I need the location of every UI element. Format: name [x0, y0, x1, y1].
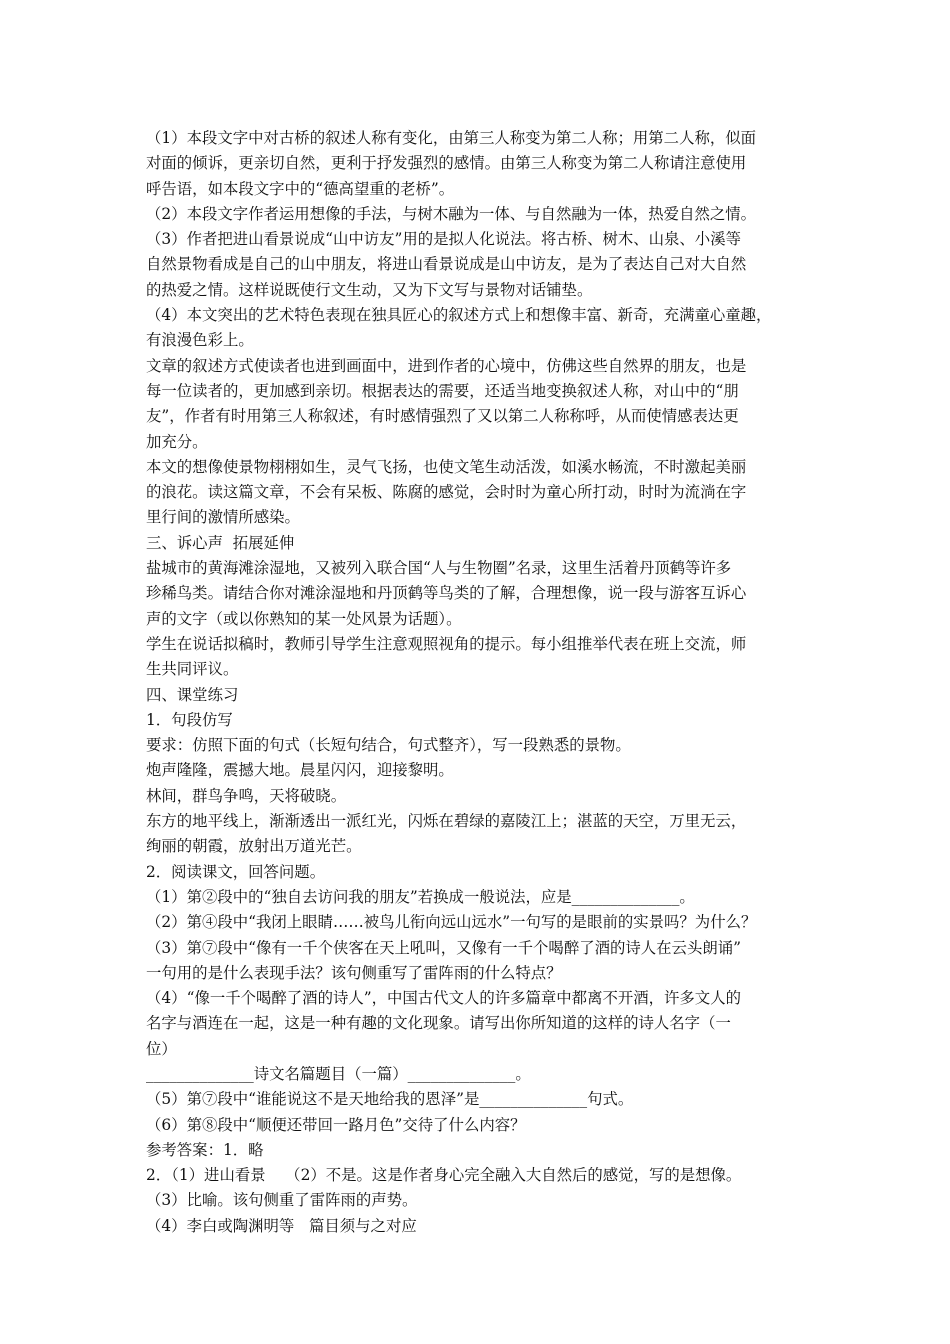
text-line: （4）本文突出的艺术特色表现在独具匠心的叙述方式上和想像丰富、新奇，充满童心童趣，	[146, 306, 772, 325]
text-line: 声的文字（或以你熟知的某一处风景为话题）。	[146, 609, 462, 628]
subsection-heading: 2．阅读课文，回答问题。	[146, 862, 326, 881]
answer-line: 2．（1）进山看景 （2）不是。这是作者身心完全融入大自然后的感觉，写的是想像。	[146, 1166, 742, 1185]
answer-line: （3）比喻。该句侧重了雷阵雨的声势。	[146, 1191, 418, 1210]
question-line: （6）第⑧段中“顺便还带回一路月色”交待了什么内容？	[146, 1115, 526, 1134]
text-line: 本文的想像使景物栩栩如生，灵气飞扬，也使文笔生动活泼，如溪水畅流，不时激起美丽	[146, 457, 747, 476]
section-heading: 四、课堂练习	[146, 685, 239, 704]
text-line: 珍稀鸟类。请结合你对滩涂湿地和丹顶鹤等鸟类的了解，合理想像，说一段与游客互诉心	[146, 584, 747, 603]
answer-line: （4）李白或陶渊明等 篇目须与之对应	[146, 1216, 417, 1235]
question-line: （4）“像一千个喝醉了酒的诗人”，中国古代文人的许多篇章中都离不开酒，许多文人的	[146, 989, 741, 1008]
text-line: （1）本段文字中对古桥的叙述人称有变化，由第三人称变为第二人称；用第二人称，似面	[146, 129, 757, 147]
text-line: 盐城市的黄海滩涂湿地，又被列入联合国“人与生物圈”名录，这里生活着丹顶鹤等许多	[146, 559, 732, 578]
text-line: 林间，群鸟争鸣，天将破晓。	[146, 786, 347, 805]
text-line: 学生在说话拟稿时，教师引导学生注意观照视角的提示。每小组推举代表在班上交流，师	[146, 634, 747, 653]
question-line: 位）	[146, 1039, 177, 1058]
text-line: 要求：仿照下面的句式（长短句结合，句式整齐），写一段熟悉的景物。	[146, 736, 631, 755]
text-line: 里行间的激情所感染。	[146, 508, 300, 527]
text-line: 呼告语，如本段文字中的“德高望重的老桥”。	[146, 179, 455, 198]
text-line: 的热爱之情。这样说既使行文生动，又为下文写与景物对话铺垫。	[146, 280, 593, 299]
text-line: 自然景物看成是自己的山中朋友，将进山看景说成是山中访友，是为了表达自己对大自然	[146, 255, 747, 274]
answer-line: 参考答案：1．略	[146, 1140, 264, 1159]
text-line: 东方的地平线上，渐渐透出一派红光，闪烁在碧绿的嘉陵江上；湛蓝的天空，万里无云，	[146, 812, 747, 831]
section-heading: 三、诉心声 拓展延伸	[146, 533, 295, 552]
text-line: 生共同评议。	[146, 660, 239, 679]
question-line: 一句用的是什么表现手法？该句侧重写了雷阵雨的什么特点？	[146, 963, 562, 982]
question-line: （2）第④段中“我闭上眼睛……被鸟儿衔向远山远水”一句写的是眼前的实景吗？为什么？	[146, 913, 757, 932]
text-line: （3）作者把进山看景说成“山中访友”用的是拟人化说法。将古桥、树木、山泉、小溪等	[146, 230, 741, 249]
question-line: （5）第⑦段中“谁能说这不是天地给我的恩泽”是______________句式。	[146, 1090, 634, 1109]
question-line: ______________诗文名篇题目（一篇）______________。	[146, 1064, 531, 1083]
text-line: 炮声隆隆，震撼大地。晨星闪闪，迎接黎明。	[146, 761, 454, 780]
text-line: 加充分。	[146, 432, 208, 451]
text-line: 的浪花。读这篇文章，不会有呆板、陈腐的感觉，会时时为童心所打动，时时为流淌在字	[146, 483, 747, 502]
text-line: （2）本段文字作者运用想像的手法，与树木融为一体、与自然融为一体，热爱自然之情。	[146, 204, 757, 223]
text-line: 每一位读者的，更加感到亲切。根据表达的需要，还适当地变换叙述人称，对山中的“朋	[146, 381, 739, 400]
text-line: 对面的倾诉，更亲切自然，更利于抒发强烈的感情。由第三人称变为第二人称请注意使用	[146, 154, 747, 173]
text-line: 有浪漫色彩上。	[146, 331, 254, 350]
subsection-heading: 1．句段仿写	[146, 710, 233, 729]
text-line: 文章的叙述方式使读者也进到画面中，进到作者的心境中，仿佛这些自然界的朋友，也是	[146, 356, 747, 375]
text-line: 绚丽的朝霞，放射出万道光芒。	[146, 837, 362, 856]
question-line: （1）第②段中的“独自去访问我的朋友”若换成一般说法，应是______________。	[146, 887, 695, 906]
text-line: 友”，作者有时用第三人称叙述，有时感情强烈了又以第二人称称呼，从而使情感表达更	[146, 407, 739, 426]
question-line: （3）第⑦段中“像有一千个侠客在天上吼叫，又像有一千个喝醉了酒的诗人在云头朗诵”	[146, 938, 741, 957]
question-line: 名字与酒连在一起，这是一种有趣的文化现象。请写出你所知道的这样的诗人名字（一	[146, 1014, 731, 1033]
